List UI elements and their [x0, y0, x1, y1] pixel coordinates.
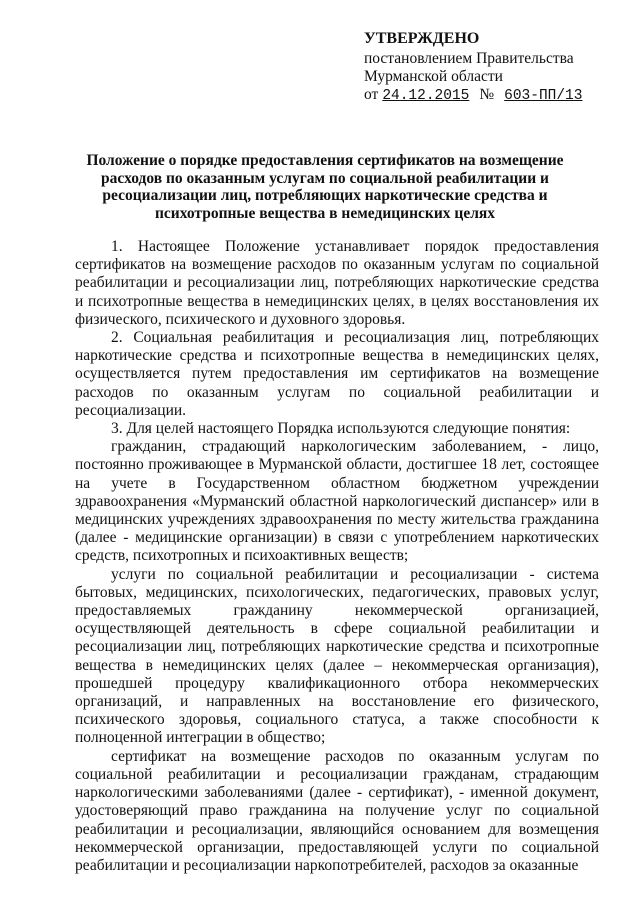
- approval-number: 603-ПП/13: [504, 88, 583, 104]
- approval-date-number: [364, 86, 614, 105]
- approval-date: 24.12.2015: [382, 88, 470, 104]
- document-body: [75, 238, 599, 875]
- paragraph-3: 3. Для целей настоящего Порядка используются следующие понятия:: [111, 420, 571, 438]
- paragraph-certificate-definition: сертификат на возмещение расходов по оказанным услугам по социальной реабилитации и ресоциализации гражданам, страдающим наркологическими заболеваниями (далее - сертификат), - именной документ, удостоверяющий право гражданина на получение услуг по социальной реабилитации и ресоциализации, являющийся основанием для возмещения некоммерческой организации, предоставляющей услуги по социальной реабилитации и ресоциализации наркопотребителей, расходов за оказанные: [75, 747, 599, 874]
- approval-line-1: постановлением Правительства: [364, 50, 574, 67]
- approval-stamp: [364, 30, 614, 105]
- number-label: №: [479, 86, 495, 103]
- approval-line-2: Мурманской области: [364, 68, 503, 85]
- from-label: от: [364, 86, 379, 103]
- document-title: Положение о порядке предоставления сертификатов на возмещение расходов по оказанным услугам по социальной реабилитации и ресоциализации лиц, потребляющих наркотические средства и психотропные вещества в немедицинских целях: [86, 152, 564, 222]
- paragraph-services-definition: услуги по социальной реабилитации и ресоциализации - система бытовых, медицинских, психологических, педагогических, правовых услуг, предоставляемых гражданину некоммерческой организацией, осуществляющей деятельность в сфере социальной реабилитации и ресоциализации лиц, потребляющих наркотические средства и психотропные вещества в немедицинских целях (далее – некоммерческая организация), прошедшей процедуру квалификационного отбора некоммерческих организаций, и направленных на восстановление его физического, психического здоровья, социального статуса, а также способности к полноценной интеграции в общество;: [75, 565, 599, 747]
- paragraph-1: 1. Настоящее Положение устанавливает порядок предоставления сертификатов на возмещение расходов по оказанным услугам по социальной реабилитации и ресоциализации лиц, потребляющих наркотические средства и психотропные вещества в немедицинских целях, в целях восстановления их физического, психического и духовного здоровья.: [75, 238, 599, 328]
- approval-heading: УТВЕРЖДЕНО: [364, 30, 480, 47]
- paragraph-2: 2. Социальная реабилитация и ресоциализация лиц, потребляющих наркотические средства и психотропные вещества в немедицинских целях, осуществляется путем предоставления им сертификатов на возмещение расходов по оказанным услугам по социальной реабилитации и ресоциализации.: [75, 329, 599, 419]
- paragraph-citizen-definition: гражданин, страдающий наркологическим заболеванием, - лицо, постоянно проживающее в Мурманской области, достигшее 18 лет, состоящее на учете в Государственном областном бюджетном учреждении здравоохранения «Мурманский областной наркологический диспансер» или в медицинских учреждениях здравоохранения по месту жительства гражданина (далее - медицинские организации) в связи с употреблением наркотических средств, психотропных и психоактивных веществ;: [75, 438, 599, 565]
